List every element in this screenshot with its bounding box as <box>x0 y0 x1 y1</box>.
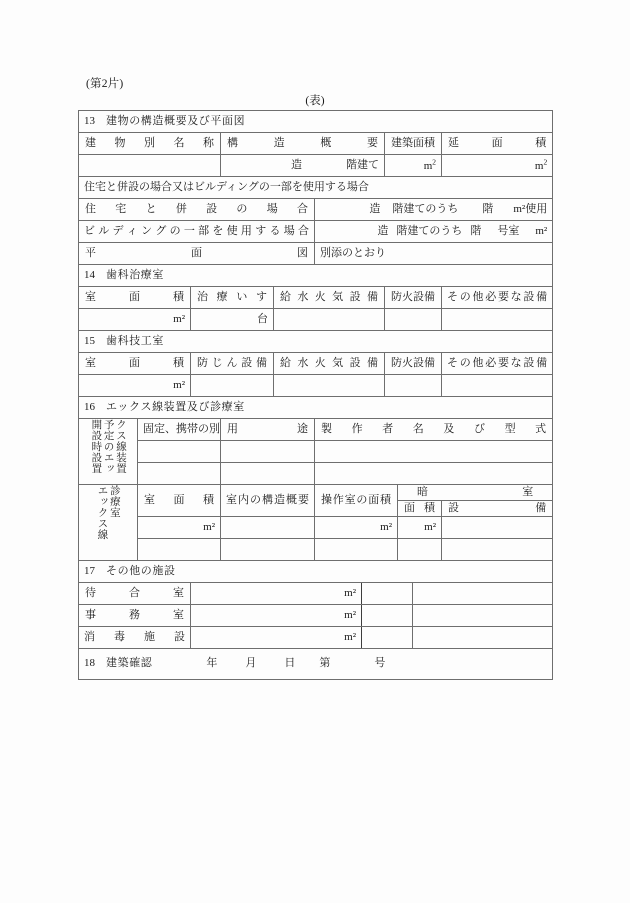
floorplan-value: 別添のとおり <box>320 246 386 259</box>
section-15-title-cell <box>79 331 553 353</box>
section-16-number: 16 <box>84 400 95 413</box>
field-usage-1[interactable] <box>221 441 315 463</box>
header-building-area <box>385 133 442 155</box>
section-13-title: 建物の構造概要及び平面図 <box>106 114 246 127</box>
field-control-room-area-2[interactable] <box>315 539 398 561</box>
structure-suffix: 造 <box>291 158 302 171</box>
bp-structure: 造 <box>377 224 389 237</box>
header-room-area-14: 室 面 積 <box>79 287 191 309</box>
building-area-unit: $m^2$ <box>423 157 436 172</box>
building-part-value-cell[interactable] <box>315 221 553 243</box>
section-14-number: 14 <box>84 268 95 281</box>
xray-device-header-row <box>79 419 553 441</box>
field-interior-structure[interactable] <box>221 517 315 539</box>
section-17-title-cell <box>79 561 553 583</box>
side-label: (表) <box>305 95 325 107</box>
office-room-row <box>79 605 553 627</box>
header-control-room-area: 操 作 室 の 面 積 <box>315 485 398 517</box>
field-xray-room-area-2[interactable] <box>138 539 221 561</box>
header-fixed-portable: 固定、携帯の別 <box>138 419 221 441</box>
floorplan-row <box>79 243 553 265</box>
room-area-unit-14: m² <box>173 312 185 325</box>
header-manufacturer-model: 製 作 者 名 及 び 型 式 <box>315 419 553 441</box>
xray-room-header-row-1 <box>79 485 553 501</box>
xray-device-entry-row-2 <box>79 463 553 485</box>
header-darkroom: 暗 室 <box>398 485 553 501</box>
field-disinfection-area[interactable] <box>191 627 362 649</box>
header-room-area-15: 室 面 積 <box>79 353 191 375</box>
section-14-entry-row <box>79 309 553 331</box>
section-15-header-row <box>79 331 553 353</box>
slip-label: (第2片) <box>86 78 124 90</box>
xray-device-label-col-2: 予定のエッ <box>102 419 114 474</box>
bp-unit: m² <box>535 224 548 237</box>
bp-floor: 階 <box>470 224 482 237</box>
field-darkroom-area-2[interactable] <box>398 539 442 561</box>
section-17-number: 17 <box>84 564 95 577</box>
combined-use-header-label: 住宅と併設の場合又はビルディングの一部を使用する場合 <box>84 180 369 193</box>
xray-room-vertical-label <box>84 485 132 560</box>
header-fire-prevention-14: 防 火 設 備 <box>385 287 442 309</box>
section-15-number: 15 <box>84 334 95 347</box>
header-dust-equipment: 防 じ ん 設 備 <box>191 353 274 375</box>
field-interior-structure-2[interactable] <box>221 539 315 561</box>
field-office-room-extra-2[interactable] <box>413 605 553 627</box>
disinfection-label-cell <box>79 627 191 649</box>
section-13-title-cell <box>79 111 553 133</box>
field-disinfection-extra-2[interactable] <box>413 627 553 649</box>
field-dust-equipment[interactable] <box>191 375 274 397</box>
section-13-entry-row <box>79 155 553 177</box>
xray-room-entry-row-1 <box>79 517 553 539</box>
header-darkroom-equipment: 設 備 <box>442 501 553 517</box>
number-prefix-label: 第 <box>319 657 331 670</box>
control-room-area-unit: m² <box>380 520 392 533</box>
office-room-label-cell <box>79 605 191 627</box>
xray-device-vertical-label-cell <box>79 419 138 485</box>
field-total-area[interactable] <box>442 155 553 177</box>
bp-roomno: 号室 <box>497 224 520 237</box>
xray-room-vertical-label-cell <box>79 485 138 561</box>
field-manufacturer-model-2[interactable] <box>315 463 553 485</box>
section-13-header-row <box>79 111 553 133</box>
xray-room-entry-row-2 <box>79 539 553 561</box>
header-structure-outline-label: 構 造 概 要 <box>227 136 378 149</box>
header-building-name <box>79 133 221 155</box>
year-label: 年 <box>206 657 218 670</box>
section-16-title-cell <box>79 397 553 419</box>
field-room-area-14[interactable] <box>79 309 191 331</box>
field-xray-room-area[interactable] <box>138 517 221 539</box>
month-label: 月 <box>245 657 257 670</box>
xray-room-label-col-1: 診療室 <box>108 485 120 518</box>
floorplan-value-cell[interactable] <box>315 243 553 265</box>
header-total-area <box>442 133 553 155</box>
field-waiting-room-extra-1[interactable] <box>362 583 413 605</box>
field-building-area[interactable] <box>385 155 442 177</box>
dental-clinic-form-table <box>78 110 553 680</box>
residence-value-cell[interactable] <box>315 199 553 221</box>
section-17-title: その他の施設 <box>106 564 176 577</box>
floorplan-label-cell <box>79 243 315 265</box>
header-fire-prevention-15: 防 火 設 備 <box>385 353 442 375</box>
field-darkroom-area[interactable] <box>398 517 442 539</box>
disinfection-unit: m² <box>344 630 356 643</box>
xray-device-label-col-1: クス線装置 <box>114 419 126 474</box>
floors-suffix: 階建て <box>346 158 379 171</box>
header-treatment-chairs: 治 療 い す <box>191 287 274 309</box>
field-structure-outline[interactable] <box>221 155 385 177</box>
field-treatment-chairs[interactable] <box>191 309 274 331</box>
field-disinfection-extra-1[interactable] <box>362 627 413 649</box>
section-18-row <box>79 649 553 680</box>
header-water-fire-equipment-14: 給 水 火 気 設 備 <box>274 287 385 309</box>
section-14-header-row <box>79 265 553 287</box>
residence-label-cell <box>79 199 315 221</box>
field-waiting-room-extra-2[interactable] <box>413 583 553 605</box>
disinfection-label: 消 毒 施 設 <box>84 630 185 643</box>
field-room-area-15[interactable] <box>79 375 191 397</box>
header-building-area-label: 建 築 面 積 <box>391 136 435 149</box>
section-15-title: 歯科技工室 <box>106 334 164 347</box>
section-13-number: 13 <box>84 114 95 127</box>
residence-floors: 階建てのうち <box>392 202 459 215</box>
section-17-header-row <box>79 561 553 583</box>
section-18-number: 18 <box>84 657 95 670</box>
header-usage: 用 途 <box>221 419 315 441</box>
xray-device-entry-row-1 <box>79 441 553 463</box>
waiting-room-label: 待 合 室 <box>85 586 184 599</box>
header-darkroom-area: 面 積 <box>398 501 442 517</box>
header-building-name-label: 建 物 別 名 称 <box>85 136 214 149</box>
section-14-column-header-row <box>79 287 553 309</box>
section-18-title: 建築確認 <box>106 657 153 670</box>
room-area-unit-15: m² <box>173 378 185 391</box>
header-total-area-label: 延 面 積 <box>448 136 547 149</box>
residence-structure: 造 <box>369 202 381 215</box>
xray-room-label-col-2: エックス線 <box>96 485 108 540</box>
section-14-title-cell <box>79 265 553 287</box>
section-14-title: 歯科治療室 <box>106 268 164 281</box>
header-xray-room-area: 室 面 積 <box>138 485 221 517</box>
total-area-unit: $m^2$ <box>534 157 548 172</box>
waiting-room-unit: m² <box>344 586 356 599</box>
header-structure-outline <box>221 133 385 155</box>
field-fire-prevention-14[interactable] <box>385 309 442 331</box>
waiting-room-row <box>79 583 553 605</box>
field-usage-2[interactable] <box>221 463 315 485</box>
field-water-fire-equipment-15[interactable] <box>274 375 385 397</box>
section-15-column-header-row <box>79 353 553 375</box>
section-16-title: エックス線装置及び診療室 <box>106 400 245 413</box>
floorplan-label: 平 面 図 <box>85 246 308 259</box>
waiting-room-label-cell <box>79 583 191 605</box>
header-other-equipment-14: そ の 他 必 要 な 設 備 <box>442 287 553 309</box>
xray-room-area-unit: m² <box>203 520 215 533</box>
field-fixed-portable-1[interactable] <box>138 441 221 463</box>
xray-device-vertical-label <box>84 419 132 484</box>
header-water-fire-equipment-15: 給 水 火 気 設 備 <box>274 353 385 375</box>
section-18-cell[interactable] <box>79 649 553 680</box>
combined-use-header-row <box>79 177 553 199</box>
residence-row <box>79 199 553 221</box>
building-part-label: ビ ル デ ィ ン グ の 一 部 を 使 用 す る 場 合 <box>84 224 309 237</box>
day-label: 日 <box>284 657 296 670</box>
building-part-row <box>79 221 553 243</box>
field-fixed-portable-2[interactable] <box>138 463 221 485</box>
field-water-fire-equipment-14[interactable] <box>274 309 385 331</box>
header-interior-structure: 室 内 の 構 造 概 要 <box>221 485 315 517</box>
section-16-header-row <box>79 397 553 419</box>
field-manufacturer-model-1[interactable] <box>315 441 553 463</box>
field-office-room-extra-1[interactable] <box>362 605 413 627</box>
field-darkroom-equipment[interactable] <box>442 517 553 539</box>
field-control-room-area[interactable] <box>315 517 398 539</box>
office-room-unit: m² <box>344 608 356 621</box>
field-building-name[interactable] <box>79 155 221 177</box>
darkroom-area-unit: m² <box>424 520 436 533</box>
section-15-entry-row <box>79 375 553 397</box>
residence-unit: m²使用 <box>513 202 548 215</box>
field-darkroom-equipment-2[interactable] <box>442 539 553 561</box>
header-other-equipment-15: そ の 他 必 要 な 設 備 <box>442 353 553 375</box>
building-part-label-cell <box>79 221 315 243</box>
field-other-equipment-15[interactable] <box>442 375 553 397</box>
number-suffix-label: 号 <box>374 657 386 670</box>
combined-use-header <box>79 177 553 199</box>
residence-floor: 階 <box>482 202 494 215</box>
xray-device-label-col-3: 開設時設置 <box>90 419 102 474</box>
office-room-label: 事 務 室 <box>85 608 184 621</box>
bp-floors: 階建てのうち <box>396 224 463 237</box>
chairs-unit: 台 <box>257 312 268 325</box>
field-other-equipment-14[interactable] <box>442 309 553 331</box>
disinfection-row <box>79 627 553 649</box>
section-13-column-header-row <box>79 133 553 155</box>
field-office-room-area[interactable] <box>191 605 362 627</box>
field-waiting-room-area[interactable] <box>191 583 362 605</box>
field-fire-prevention-15[interactable] <box>385 375 442 397</box>
residence-label: 住 宅 と 併 設 の 場 合 <box>85 202 308 215</box>
